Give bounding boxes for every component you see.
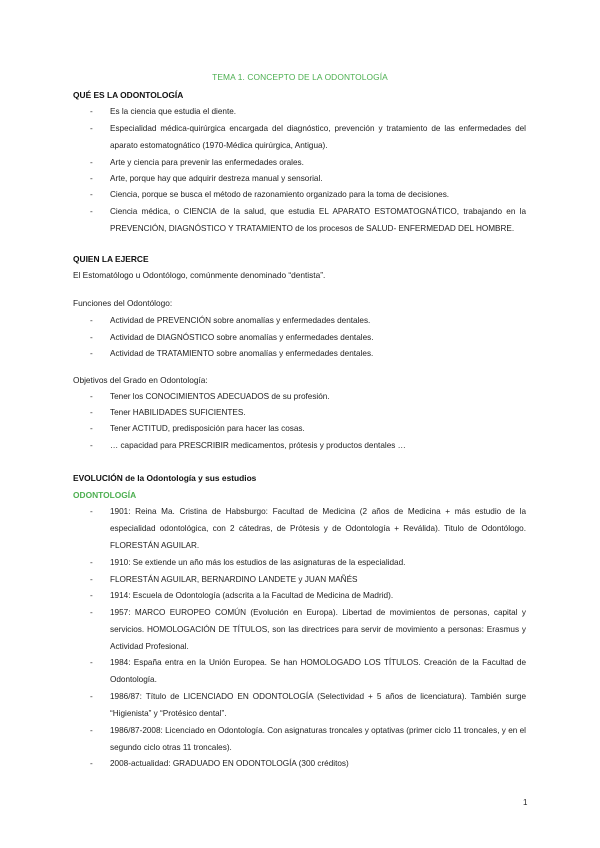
list-item: - 1901: Reina Ma. Cristina de Habsburgo: Facultad de Medicina (2 años de Medicina + más estudio de la especialidad odontológica, con 2 cátedras, de Prótesis y de Odontología + Reválida). Titulo de Odontólogo. FLORESTÁN AGUILAR. xyxy=(90,507,526,550)
list-item: - Ciencia, porque se busca el método de razonamiento organizado para la toma de decisiones. xyxy=(90,190,450,199)
heading-quien-la-ejerce: QUIEN LA EJERCE xyxy=(73,254,149,264)
paragraph-quien: El Estomatólogo u Odontólogo, comúnmente denominado “dentista”. xyxy=(73,270,326,280)
document-title: TEMA 1. CONCEPTO DE LA ODONTOLOGÍA xyxy=(212,72,388,82)
subheading-odontologia: ODONTOLOGÍA xyxy=(73,490,137,500)
list-item: - Ciencia médica, o CIENCIA de la salud, que estudia EL APARATO ESTOMATOGNÁTICO, trabajando en la PREVENCIÓN, DIAGNÓSTICO Y TRATAMIENTO de los procesos de SALUD- ENFERMEDAD DEL HOMBRE. xyxy=(90,207,526,233)
list-item: - 1986/87: Título de LICENCIADO EN ODONTOLOGÍA (Selectividad + 5 años de licenciatura). También surge “Higienista” y “Protésico dental”. xyxy=(90,692,526,718)
list-item: - … capacidad para PRESCRIBIR medicamentos, prótesis y productos dentales … xyxy=(90,441,406,450)
list-item: - 2008-actualidad: GRADUADO EN ODONTOLOGÍA (300 créditos) xyxy=(90,759,349,768)
list-item: - Especialidad médica-quirúrgica encargada del diagnóstico, prevención y tratamiento de las enfermedades del aparato estomatognático (1970-Médica quirúrgica, Antigua). xyxy=(90,124,526,150)
list-item: - Actividad de PREVENCIÓN sobre anomalías y enfermedades dentales. xyxy=(90,316,371,325)
list-item: - 1986/87-2008: Licenciado en Odontología. Con asignaturas troncales y optativas (primer ciclo 11 troncales, y en el segundo ciclo otras 11 troncales). xyxy=(90,726,526,752)
heading-objetivos: Objetivos del Grado en Odontología: xyxy=(73,375,208,385)
list-item: - 1984: España entra en la Unión Europea. Se han HOMOLOGADO LOS TÍTULOS. Creación de la Facultad de Odontología. xyxy=(90,658,526,684)
page-number: 1 xyxy=(523,798,528,807)
heading-funciones: Funciones del Odontólogo: xyxy=(73,298,173,308)
list-item: - Tener los CONOCIMIENTOS ADECUADOS de su profesión. xyxy=(90,392,330,401)
list-item: - Actividad de TRATAMIENTO sobre anomalías y enfermedades dentales. xyxy=(90,349,374,358)
list-item: - Arte y ciencia para prevenir las enfermedades orales. xyxy=(90,158,304,167)
list-item: - Actividad de DIAGNÓSTICO sobre anomalías y enfermedades dentales. xyxy=(90,333,374,342)
list-item: - Tener HABILIDADES SUFICIENTES. xyxy=(90,408,246,417)
list-item: - Arte, porque hay que adquirir destreza manual y sensorial. xyxy=(90,174,323,183)
list-item: - 1914: Escuela de Odontología (adscrita a la Facultad de Medicina de Madrid). xyxy=(90,591,394,600)
list-item: - Tener ACTITUD, predisposición para hacer las cosas. xyxy=(90,424,305,433)
heading-evolucion: EVOLUCIÓN de la Odontología y sus estudios xyxy=(73,473,257,483)
list-item: - Es la ciencia que estudia el diente. xyxy=(90,107,237,116)
list-item: - 1910: Se extiende un año más los estudios de las asignaturas de la especialidad. xyxy=(90,558,406,567)
list-item: - 1957: MARCO EUROPEO COMÚN (Evolución en Europa). Libertad de movimientos de personas, capital y servicios. HOMOLOGACIÓN DE TÍTULOS, son las directrices para servir de movimiento a personas: Erasmus y Actividad Profesional. xyxy=(90,608,526,651)
list-item: - FLORESTÁN AGUILAR, BERNARDINO LANDETE y JUAN MAÑÉS xyxy=(90,575,358,584)
heading-que-es: QUÉ ES LA ODONTOLOGÍA xyxy=(73,90,184,100)
